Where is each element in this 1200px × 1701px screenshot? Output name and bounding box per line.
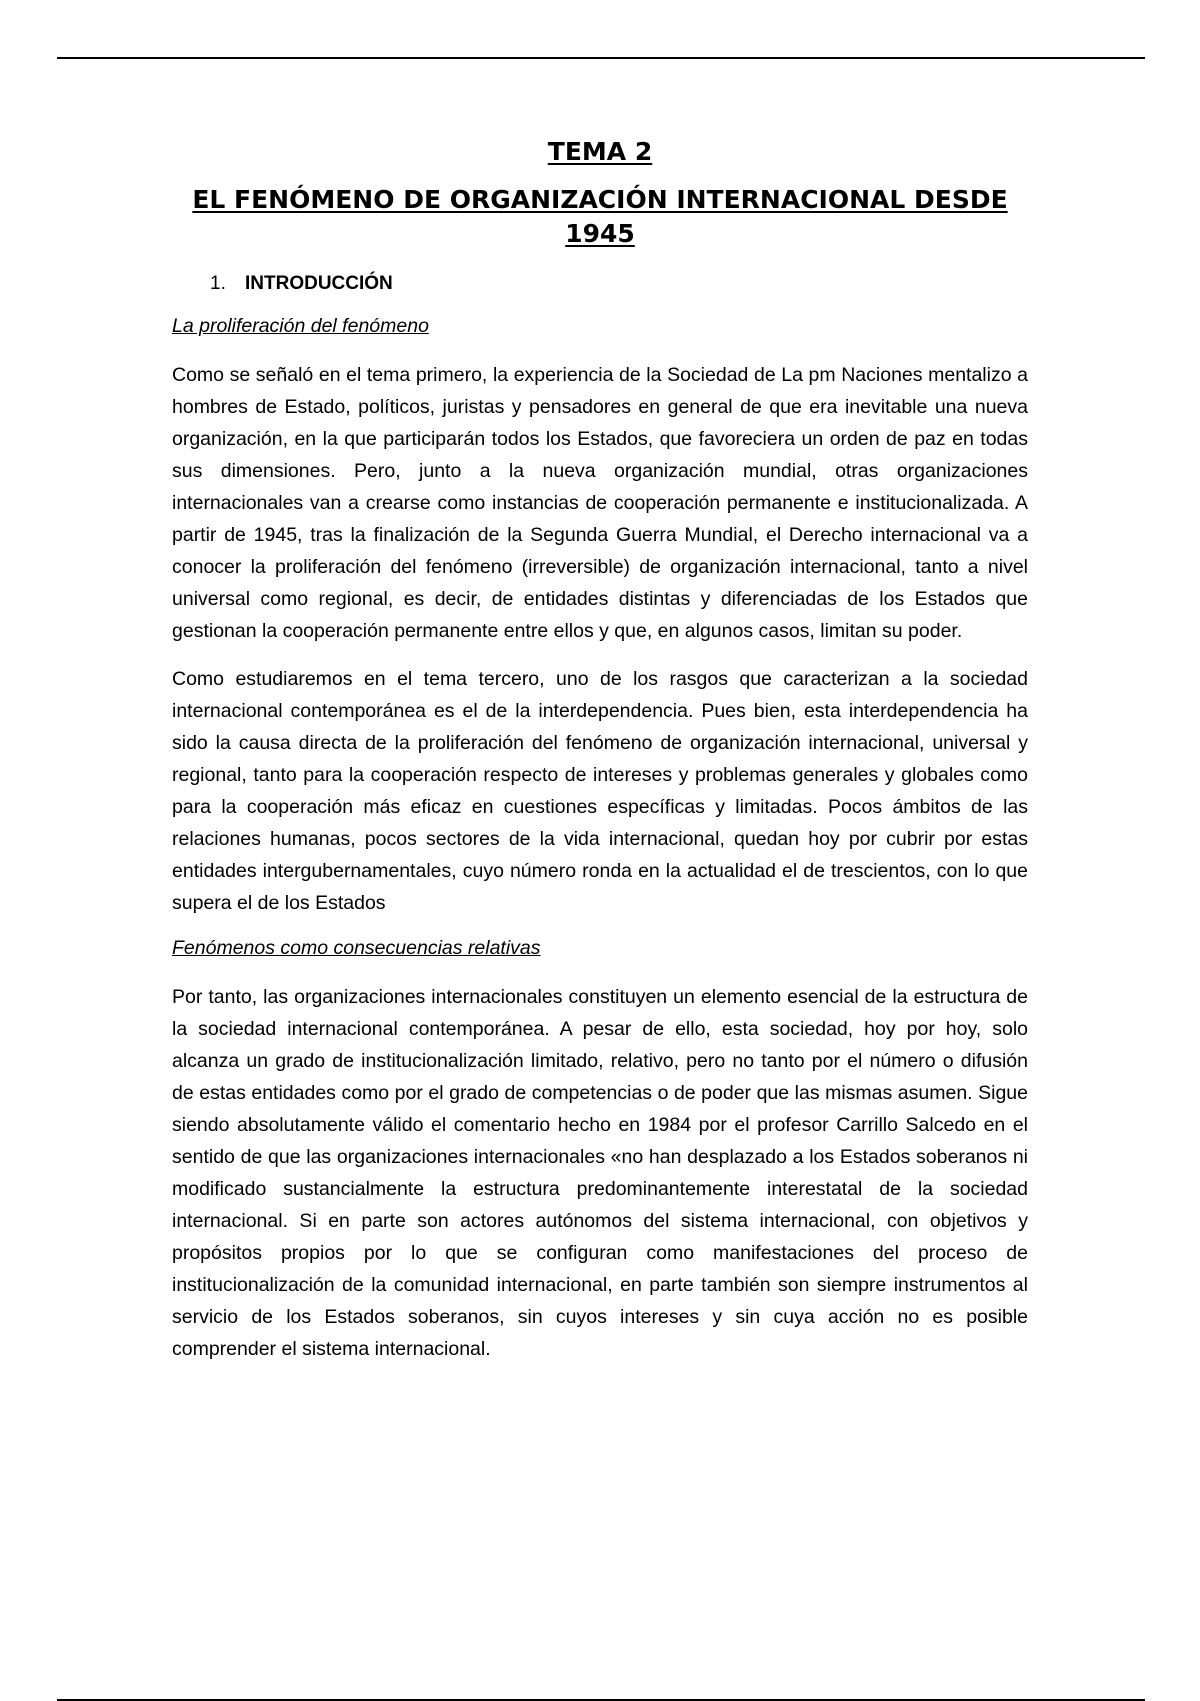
section-heading-introduccion xyxy=(210,271,1028,297)
paragraph-3: Por tanto, las organizaciones internacionales constituyen un elemento esencial de la estructura de la sociedad internacional contemporánea. A pesar de ello, esta sociedad, hoy por hoy, solo alcanza un grado de institucionalización limitado, relativo, pero no tanto por el número o difusión de estas entidades como por el grado de competencias o de poder que las mismas asumen. Sigue siendo absolutamente válido el comentario hecho en 1984 por el profesor Carrillo Salcedo en el sentido de que las organizaciones internacionales «no han desplazado a los Estados soberanos ni modificado sustancialmente la estructura predominantemente interestatal de la sociedad internacional. Si en parte son actores autónomos del sistema internacional, con objetivos y propósitos propios por lo que se configuran como manifestaciones del proceso de institucionalización de la comunidad internacional, en parte también son siempre instrumentos al servicio de los Estados soberanos, sin cuyos intereses y sin cuya acción no es posible comprender el sistema internacional. xyxy=(172,986,1028,1360)
paragraph-2: Como estudiaremos en el tema tercero, uno de los rasgos que caracterizan a la sociedad internacional contemporánea es el de la interdependencia. Pues bien, esta interdependencia ha sido la causa directa de la proliferación del fenómeno de organización internacional, universal y regional, tanto para la cooperación respecto de intereses y problemas generales y globales como para la cooperación más eficaz en cuestiones específicas y limitadas. Pocos ámbitos de las relaciones humanas, pocos sectores de la vida internacional, quedan hoy por cubrir por estas entidades intergubernamentales, cuyo número ronda en la actualidad el de trescientos, con lo que supera el de los Estados xyxy=(172,668,1028,914)
header-rule xyxy=(57,57,1145,59)
subheading-proliferacion: La proliferación del fenómeno xyxy=(172,315,429,337)
document-body xyxy=(172,135,1028,1381)
title-line-2: EL FENÓMENO DE ORGANIZACIÓN INTERNACIONAL DESDE 1945 xyxy=(192,185,1008,248)
document-subtitle xyxy=(172,183,1028,251)
section-number: 1. xyxy=(210,273,226,294)
paragraph-1: Como se señaló en el tema primero, la experiencia de la Sociedad de La pm Naciones mentalizo a hombres de Estado, políticos, juristas y pensadores en general de que era inevitable una nueva organización, en la que participarán todos los Estados, que favoreciera un orden de paz en todas sus dimensiones. Pero, junto a la nueva organización mundial, otras organizaciones internacionales van a crearse como instancias de cooperación permanente e institucionalizada. A partir de 1945, tras la finalización de la Segunda Guerra Mundial, el Derecho internacional va a conocer la proliferación del fenómeno (irreversible) de organización internacional, tanto a nivel universal como regional, es decir, de entidades distintas y diferenciadas de los Estados que gestionan la cooperación permanente entre ellos y que, en algunos casos, limitan su poder. xyxy=(172,364,1028,642)
document-title xyxy=(172,135,1028,169)
title-line-1: TEMA 2 xyxy=(547,137,653,166)
subheading-fenomenos: Fenómenos como consecuencias relativas xyxy=(172,937,541,959)
section-heading-text: INTRODUCCIÓN xyxy=(245,273,393,294)
